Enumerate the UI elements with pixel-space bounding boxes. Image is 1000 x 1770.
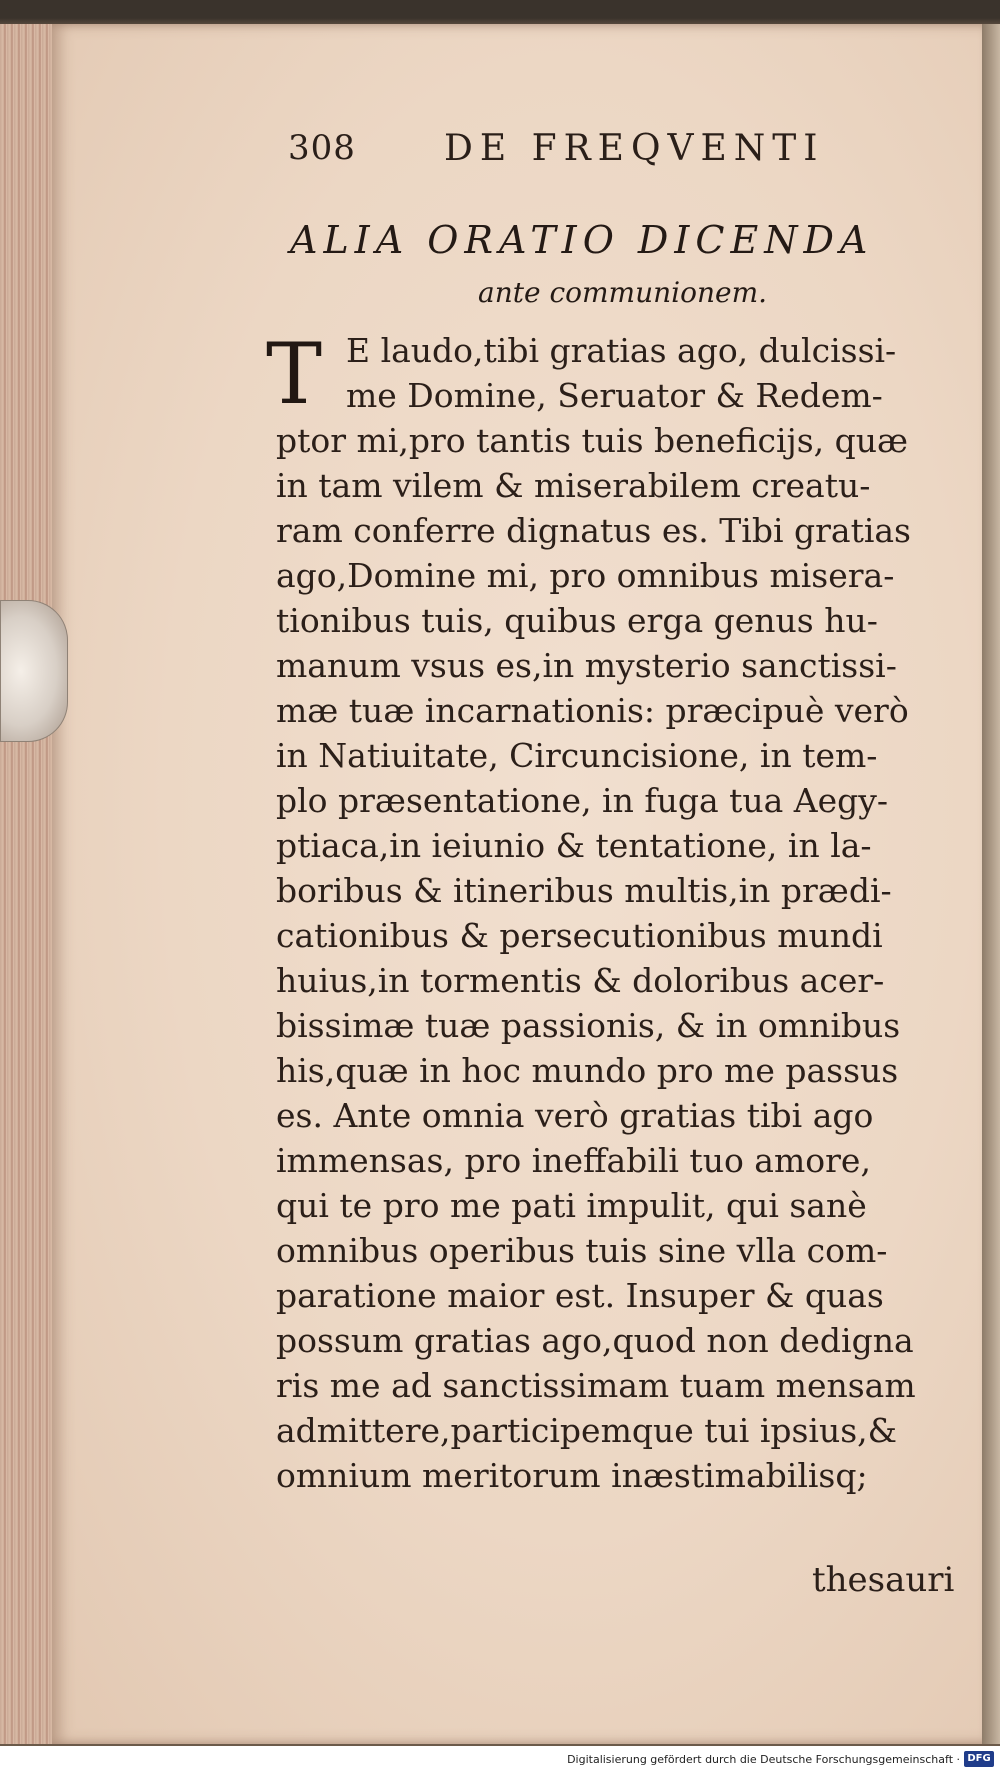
section-title: ALIA ORATIO DICENDA [290,218,874,262]
text-line: tionibus tuis, quibus erga genus hu- [276,601,878,640]
text-line: in Natiuitate, Circuncisione, in tem- [276,736,878,775]
book-clasp [0,600,68,742]
text-line: omnibus operibus tuis sine vlla com- [276,1231,888,1270]
text-line: his,quæ in hoc mundo pro me passus [276,1051,899,1090]
text-line: qui te pro me pati impulit, qui sanè [276,1186,867,1225]
text-line: boribus & itineribus multis,in prædi- [276,871,892,910]
prayer-text [266,325,956,1498]
text-line: bissimæ tuæ passionis, & in omnibus [276,1006,901,1045]
text-line: admittere,participemque tui ipsius,& [276,1411,898,1450]
section-subtitle: ante communionem. [478,276,768,309]
text-line: me Domine, Seruator & Redem- [346,376,883,415]
running-head [288,128,940,178]
text-line: immensas, pro ineffabili tuo amore, [276,1141,871,1180]
text-line: cationibus & persecutionibus mundi [276,916,883,955]
running-title: DE FREQVENTI [444,128,825,169]
text-line: ram conferre dignatus es. Tibi gratias [276,511,911,550]
text-line: in tam vilem & miserabilem creatu- [276,466,871,505]
text-line: huius,in tormentis & doloribus acer- [276,961,885,1000]
dfg-logo: DFG [964,1751,994,1767]
page-number: 308 [288,128,356,168]
facing-page-edge [982,24,1000,1744]
text-line: possum gratias ago,quod non dedigna [276,1321,914,1360]
catchword: thesauri [812,1560,955,1600]
text-line: ptiaca,in ieiunio & tentatione, in la- [276,826,872,865]
text-line: manum vsus es,in mysterio sanctissi- [276,646,897,685]
text-line: es. Ante omnia verò gratias tibi ago [276,1096,874,1135]
text-line: mæ tuæ incarnationis: præcipuè verò [276,691,909,730]
text-line: ago,Domine mi, pro omnibus misera- [276,556,895,595]
text-line: ptor mi,pro tantis tuis beneficijs, quæ [276,421,909,460]
text-line: paratione maior est. Insuper & quas [276,1276,884,1315]
text-line: E laudo,tibi gratias ago, dulcissi- [346,331,897,370]
text-line: plo præsentatione, in fuga tua Aegy- [276,781,889,820]
text-line: ris me ad sanctissimam tuam mensam [276,1366,916,1405]
footer-bar [0,1746,1000,1770]
digitization-credit: Digitalisierung gefördert durch die Deutsche Forschungsgemeinschaft · [567,1753,960,1766]
text-line: omnium meritorum inæstimabilisq; [276,1456,868,1495]
drop-capital: T [266,325,323,423]
